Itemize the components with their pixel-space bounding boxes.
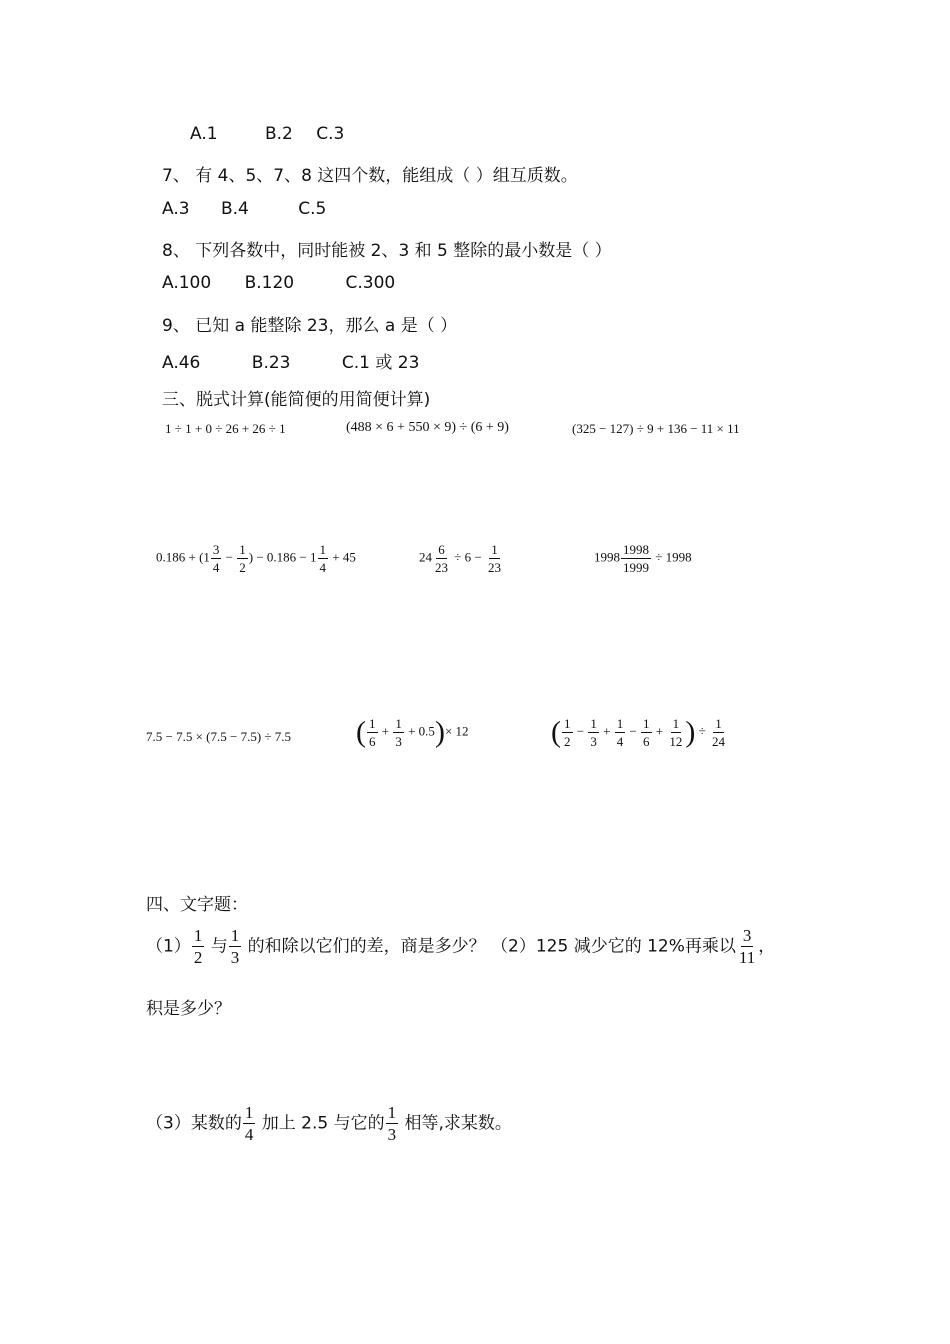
- q7-options: [162, 199, 326, 219]
- fraction: $\frac{1}{4}$: [319, 542, 327, 575]
- word-problem-2-cont: 积是多少？: [146, 999, 231, 1019]
- option: A.3: [162, 199, 190, 219]
- word-problem-1-2: （1） $\frac{1}{2}$ 与 $\frac{1}{3}$ 的和除以它们的差，商是多少？ （2）125 减少它的 12%再乘以 $\frac{3}{11}$ ，: [146, 926, 776, 967]
- calc-expr-6: 1998 $\frac{1998}{1999}$ ÷ 1998: [594, 542, 692, 575]
- calc-expr-4: 0.186 + (1 $\frac{3}{4}$ − $\frac{1}{2}$ ) − 0.186 − 1 $\frac{1}{4}$ + 45: [156, 542, 356, 575]
- question-7: 7、 有 4、5、7、8 这四个数，能组成（ ）组互质数。: [162, 166, 578, 186]
- calc-expr-7: 7.5 − 7.5 × (7.5 − 7.5) ÷ 7.5: [146, 729, 292, 744]
- fraction: $\frac{1998}{1999}$: [623, 542, 649, 575]
- calc-expr-9: ( $\frac{1}{2}$ − $\frac{1}{3}$ + $\frac{1}{4}$ − $\frac{1}{6}$ + $\frac{1}{12}$ ) ÷ $\frac{1}{24}$: [551, 715, 726, 749]
- option: C.300: [345, 273, 396, 293]
- q8-options: [162, 273, 395, 293]
- section-4-heading: 四、文字题：: [146, 895, 248, 915]
- fraction: $\frac{1}{2}$: [564, 716, 571, 749]
- calc-expr-2: (488 × 6 + 550 × 9) ÷ (6 + 9): [346, 420, 509, 435]
- fraction: $\frac{1}{6}$: [643, 716, 650, 749]
- fraction: $\frac{1}{3}$: [395, 716, 402, 749]
- option: A.100: [162, 273, 212, 293]
- option: B.23: [251, 353, 291, 373]
- option: C.1 或 23: [341, 353, 420, 373]
- fraction: $\frac{1}{12}$: [669, 716, 683, 749]
- option: B.4: [220, 199, 249, 219]
- option: A.46: [162, 353, 201, 373]
- calc-expr-3: (325 − 127) ÷ 9 + 136 − 11 × 11: [572, 421, 740, 436]
- fraction: $\frac{6}{23}$: [435, 542, 448, 575]
- calc-expr-8: ( $\frac{1}{6}$ + $\frac{1}{3}$ + 0.5)× 12: [356, 715, 469, 749]
- option: A.1: [190, 124, 218, 144]
- word-problem-3: （3）某数的 $\frac{1}{4}$ 加上 2.5 与它的 $\frac{1}{3}$ 相等,求某数。: [146, 1103, 512, 1144]
- q9-options: [162, 348, 419, 373]
- fraction: $\frac{1}{3}$: [590, 716, 597, 749]
- section-3-heading: 三、脱式计算(能简便的用简便计算): [162, 390, 431, 410]
- fraction: $\frac{1}{2}$: [239, 542, 246, 575]
- fraction: $\frac{1}{3}$: [230, 926, 240, 967]
- option: C.5: [298, 199, 327, 219]
- calc-expr-1: 1 ÷ 1 + 0 ÷ 26 + 26 ÷ 1: [165, 421, 286, 436]
- fraction: $\frac{3}{4}$: [212, 542, 220, 575]
- calc-expr-5: 24 $\frac{6}{23}$ ÷ 6 − $\frac{1}{23}$: [419, 542, 501, 575]
- fraction: $\frac{3}{11}$: [738, 926, 756, 967]
- fraction: $\frac{1}{4}$: [244, 1103, 254, 1144]
- option: B.2: [264, 124, 293, 144]
- fraction: $\frac{1}{24}$: [712, 716, 726, 749]
- fraction: $\frac{1}{3}$: [387, 1103, 397, 1144]
- option: B.120: [244, 273, 295, 293]
- fraction: $\frac{1}{4}$: [616, 716, 624, 749]
- question-9: 9、 已知 a 能整除 23，那么 a 是（ ）: [162, 316, 458, 336]
- q6-options: [190, 124, 344, 144]
- fraction: $\frac{1}{2}$: [193, 926, 203, 967]
- fraction: $\frac{1}{23}$: [487, 542, 501, 575]
- fraction: $\frac{1}{6}$: [369, 716, 376, 749]
- option: C.3: [316, 124, 345, 144]
- question-8: 8、 下列各数中，同时能被 2、3 和 5 整除的最小数是（ ）: [162, 241, 612, 261]
